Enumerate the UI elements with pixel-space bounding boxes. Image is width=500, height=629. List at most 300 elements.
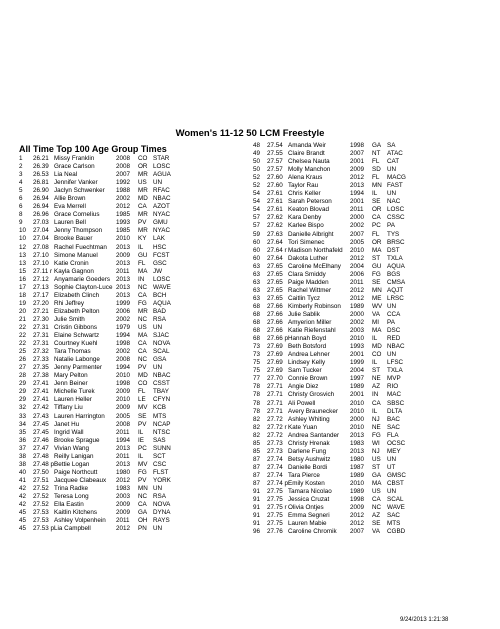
club-cell: RAYS xyxy=(153,517,170,525)
year-cell: 1999 xyxy=(116,299,131,307)
table-row xyxy=(253,480,413,488)
table-row xyxy=(19,187,179,195)
table-row xyxy=(253,166,413,174)
club-cell: BRSC xyxy=(387,238,405,246)
year-cell: 1994 xyxy=(116,332,131,340)
lsc-cell: NJ xyxy=(372,447,380,455)
rank-cell: 40 xyxy=(19,468,27,476)
name-cell: Teresa Long xyxy=(54,492,89,500)
time-cell: 27.60 xyxy=(267,174,283,182)
lsc-cell: US xyxy=(372,455,381,463)
lsc-cell: OR xyxy=(138,163,148,171)
rank-cell: 78 xyxy=(253,391,261,399)
club-cell: MVP xyxy=(387,375,401,383)
table-row xyxy=(253,520,413,528)
name-cell: Rachel Wittmer xyxy=(288,286,332,294)
rank-cell: 29 xyxy=(19,388,27,396)
table-row xyxy=(253,255,413,263)
table-row xyxy=(253,400,413,408)
rank-cell: 57 xyxy=(253,214,261,222)
club-cell: CMSA xyxy=(387,278,406,286)
club-cell: BCH xyxy=(153,291,167,299)
rank-cell: 49 xyxy=(253,150,261,158)
lsc-cell: FG xyxy=(372,431,381,439)
rank-cell: 91 xyxy=(253,488,261,496)
name-cell: Courtney Kuehl xyxy=(54,340,98,348)
table-row xyxy=(253,424,413,432)
year-cell: 1998 xyxy=(116,380,131,388)
rank-cell: 63 xyxy=(253,278,261,286)
name-cell: Jessica Cruzat xyxy=(288,496,330,504)
club-cell: CGBD xyxy=(387,528,406,536)
time-cell: 27.42 xyxy=(33,404,49,412)
year-cell: 1998 xyxy=(350,496,365,504)
year-cell: 1993 xyxy=(350,343,365,351)
name-cell: Sophie Clayton-Luce xyxy=(54,283,113,291)
rank-cell: 28 xyxy=(19,372,27,380)
table-row xyxy=(253,359,413,367)
name-cell: Lindsey Kelly xyxy=(288,359,326,367)
rank-cell: 73 xyxy=(253,351,261,359)
year-cell: 1989 xyxy=(350,471,365,479)
club-cell: UT xyxy=(387,463,396,471)
rank-cell: 13 xyxy=(19,259,27,267)
club-cell: SCAL xyxy=(387,496,404,504)
club-cell: GSA xyxy=(153,356,167,364)
time-cell: 27.65 xyxy=(267,278,283,286)
club-cell: JW xyxy=(153,267,163,275)
time-cell: 27.71 xyxy=(267,399,283,407)
year-cell: 1999 xyxy=(350,359,365,367)
club-cell: KCB xyxy=(153,404,166,412)
year-cell: 2000 xyxy=(350,214,365,222)
year-cell: 2010 xyxy=(116,235,131,243)
name-cell: Jacquee Clabeaux xyxy=(54,476,107,484)
rank-cell: 52 xyxy=(253,174,261,182)
time-cell: 27.60 xyxy=(267,182,283,190)
name-cell: Cristin Gibbons xyxy=(54,323,98,331)
club-cell: FLA xyxy=(387,431,399,439)
table-row xyxy=(19,404,179,412)
lsc-cell: PV xyxy=(138,219,147,227)
rank-cell: 78 xyxy=(253,383,261,391)
rank-cell: 82 xyxy=(253,431,261,439)
club-cell: LFSC xyxy=(387,359,404,367)
time-cell: 26.94 xyxy=(33,195,49,203)
year-cell: 1979 xyxy=(116,323,131,331)
lsc-cell: CO xyxy=(138,380,148,388)
year-cell: 2005 xyxy=(116,412,131,420)
lsc-cell: CA xyxy=(372,496,381,504)
year-cell: 2012 xyxy=(350,294,365,302)
table-row xyxy=(19,380,179,388)
name-cell: Ashley Volpenhein xyxy=(54,517,106,525)
year-cell: 2007 xyxy=(116,171,131,179)
year-cell: 1992 xyxy=(116,179,131,187)
year-cell: 2000 xyxy=(350,310,365,318)
year-cell: 2009 xyxy=(116,404,131,412)
time-cell: 27.54 xyxy=(267,142,283,149)
name-cell: Allie Brown xyxy=(54,195,86,203)
lsc-cell: OR xyxy=(372,206,382,214)
lsc-cell: IL xyxy=(372,190,378,198)
time-cell: 27.21 xyxy=(33,307,49,315)
table-row xyxy=(19,501,179,509)
club-cell: UN xyxy=(387,190,397,198)
name-cell: Elizabeth Pelton xyxy=(54,307,100,315)
table-row xyxy=(253,279,413,287)
rank-cell: 68 xyxy=(253,310,261,318)
table-row xyxy=(253,440,413,448)
year-cell: 2008 xyxy=(116,356,131,364)
table-row xyxy=(253,222,413,230)
year-cell: 2007 xyxy=(350,528,365,536)
lsc-cell: US xyxy=(372,488,381,496)
club-cell: SBSC xyxy=(387,399,405,407)
club-cell: PA xyxy=(387,319,395,327)
rank-cell: 22 xyxy=(19,340,27,348)
name-cell: Sam Tucker xyxy=(288,367,322,375)
rank-cell: 3 xyxy=(19,171,23,179)
name-cell: Lia Neal xyxy=(54,171,78,179)
rank-cell: 85 xyxy=(253,447,261,455)
year-cell: 2011 xyxy=(116,452,130,460)
club-cell: NOVA xyxy=(153,501,171,509)
time-cell: 27.41 xyxy=(33,380,49,388)
lsc-cell: AZ xyxy=(372,383,381,391)
rank-cell: 50 xyxy=(253,166,261,174)
club-cell: SAC xyxy=(387,512,400,520)
lsc-cell: FL xyxy=(372,174,380,182)
lsc-cell: IE xyxy=(138,436,144,444)
time-cell: 27.64 xyxy=(267,238,283,246)
club-cell: CFYN xyxy=(153,396,171,404)
year-cell: 2012 xyxy=(350,174,365,182)
lsc-cell: MA xyxy=(138,267,148,275)
name-cell: Tori Simenec xyxy=(288,238,325,246)
rank-cell: 87 xyxy=(253,479,261,487)
name-cell: Grace Cornelius xyxy=(54,211,100,219)
time-cell: 27.72 xyxy=(267,431,283,439)
rank-cell: 12 xyxy=(19,243,27,251)
club-cell: NYAC xyxy=(153,227,171,235)
club-cell: LAK xyxy=(153,235,165,243)
club-cell: TBAY xyxy=(153,388,169,396)
rank-cell: 60 xyxy=(253,238,261,246)
club-cell: OCSC xyxy=(387,439,406,447)
table-row xyxy=(19,396,179,404)
time-cell: 27.61 xyxy=(267,190,283,198)
rank-cell: 75 xyxy=(253,359,261,367)
name-cell: Caitlin Tycz xyxy=(288,294,321,302)
time-cell: 27.47 xyxy=(33,444,49,452)
year-cell: 1989 xyxy=(350,383,365,391)
year-cell: 2010 xyxy=(350,335,365,343)
time-cell: 27.62 xyxy=(267,222,283,230)
time-cell: 26.94 xyxy=(33,203,49,211)
table-row xyxy=(253,464,413,472)
lsc-cell: CA xyxy=(138,203,147,211)
rank-cell: 63 xyxy=(253,294,261,302)
time-cell: 27.66 xyxy=(267,327,283,335)
time-cell: 27.75 r xyxy=(267,504,287,512)
name-cell: Rachel Fuechtman xyxy=(54,243,107,251)
rank-cell: 87 xyxy=(253,463,261,471)
rank-cell: 59 xyxy=(253,230,261,238)
club-cell: UN xyxy=(387,302,397,310)
lsc-cell: IN xyxy=(372,391,379,399)
club-cell: YORK xyxy=(153,476,171,484)
time-cell: 27.75 xyxy=(267,488,283,496)
rank-cell: 1 xyxy=(19,155,23,162)
table-row xyxy=(19,211,179,219)
table-row xyxy=(253,247,413,255)
lsc-cell: PC xyxy=(372,222,381,230)
time-cell: 26.81 xyxy=(33,179,49,187)
club-cell: GMSC xyxy=(387,471,406,479)
year-cell: 1987 xyxy=(350,463,365,471)
name-cell: Julie Sablik xyxy=(288,310,320,318)
lsc-cell: CO xyxy=(372,351,382,359)
time-cell: 27.66 p xyxy=(267,335,289,343)
rank-cell: 41 xyxy=(19,476,27,484)
time-cell: 27.65 xyxy=(267,262,283,270)
table-row xyxy=(253,512,413,520)
lsc-cell: SE xyxy=(372,198,381,206)
list-title: All Time Top 100 Age Group Times xyxy=(19,144,167,154)
lsc-cell: FL xyxy=(138,259,146,267)
year-cell: 2002 xyxy=(116,348,131,356)
left-column-table xyxy=(19,155,179,533)
table-row xyxy=(253,190,413,198)
rank-cell: 37 xyxy=(19,444,27,452)
rank-cell: 68 xyxy=(253,327,261,335)
name-cell: Beth Botsford xyxy=(288,343,327,351)
name-cell: Julie Smith xyxy=(54,315,85,323)
club-cell: MTS xyxy=(387,520,401,528)
name-cell: Lauren Bell xyxy=(54,219,86,227)
name-cell: Andrea Lehner xyxy=(288,351,330,359)
club-cell: UN xyxy=(387,166,397,174)
rank-cell: 78 xyxy=(253,399,261,407)
year-cell: 2007 xyxy=(350,150,365,158)
lsc-cell: CO xyxy=(138,155,148,162)
name-cell: Jennifer Vanker xyxy=(54,179,98,187)
time-cell: 27.45 xyxy=(33,420,49,428)
year-cell: 2006 xyxy=(116,307,131,315)
year-cell: 1988 xyxy=(116,187,131,195)
club-cell: BAD xyxy=(153,307,166,315)
rank-cell: 10 xyxy=(19,235,27,243)
table-row xyxy=(253,504,413,512)
rank-cell: 32 xyxy=(19,404,27,412)
rank-cell: 45 xyxy=(19,517,27,525)
year-cell: 2013 xyxy=(350,182,365,190)
time-cell: 27.51 xyxy=(33,476,49,484)
year-cell: 2013 xyxy=(116,259,131,267)
time-cell: 27.73 xyxy=(267,439,283,447)
club-cell: UN xyxy=(153,179,163,187)
time-cell: 27.04 xyxy=(33,227,49,235)
time-cell: 27.20 xyxy=(33,299,49,307)
rank-cell: 9 xyxy=(19,219,23,227)
lsc-cell: US xyxy=(138,179,147,187)
name-cell: Keaton Blovad xyxy=(288,206,329,214)
rank-cell: 22 xyxy=(19,332,27,340)
rank-cell: 42 xyxy=(19,484,27,492)
rank-cell: 77 xyxy=(253,375,261,383)
rank-cell: 91 xyxy=(253,520,261,528)
time-cell: 26.96 xyxy=(33,211,49,219)
rank-cell: 25 xyxy=(19,348,27,356)
time-cell: 27.65 xyxy=(267,286,283,294)
table-row xyxy=(19,276,179,284)
year-cell: 2012 xyxy=(116,476,131,484)
club-cell: FCST xyxy=(153,251,170,259)
time-cell: 27.38 xyxy=(33,372,49,380)
name-cell: Ingrid Wall xyxy=(54,428,84,436)
name-cell: Grace Carlson xyxy=(54,163,95,171)
time-cell: 27.66 xyxy=(267,302,283,310)
name-cell: Ella Eastin xyxy=(54,501,84,509)
table-row xyxy=(19,268,179,276)
lsc-cell: WI xyxy=(372,439,380,447)
time-cell: 26.53 xyxy=(33,171,49,179)
rank-cell: 91 xyxy=(253,504,261,512)
name-cell: Christy Hrenak xyxy=(288,439,330,447)
lsc-cell: MA xyxy=(372,327,382,335)
table-row xyxy=(253,343,413,351)
time-cell: 27.31 xyxy=(33,340,49,348)
table-row xyxy=(253,214,413,222)
name-cell: Kayla Gagnon xyxy=(54,267,94,275)
time-cell: 27.55 xyxy=(267,150,283,158)
year-cell: 2010 xyxy=(350,479,365,487)
time-cell: 27.70 xyxy=(267,375,283,383)
lsc-cell: NC xyxy=(138,283,148,291)
name-cell: Molly Manchon xyxy=(288,166,331,174)
name-cell: Jenn Beiner xyxy=(54,380,88,388)
time-cell: 27.64 r xyxy=(267,246,287,254)
year-cell: 1994 xyxy=(116,364,131,372)
table-row xyxy=(19,195,179,203)
year-cell: 1998 xyxy=(116,340,131,348)
time-cell: 27.50 xyxy=(33,468,49,476)
club-cell: STAR xyxy=(153,155,170,162)
year-cell: 2013 xyxy=(116,460,131,468)
time-cell: 27.04 xyxy=(33,235,49,243)
lsc-cell: ST xyxy=(372,254,381,262)
name-cell: Amanda Weir xyxy=(288,142,327,149)
time-cell: 27.69 xyxy=(267,351,283,359)
time-cell: 27.31 xyxy=(33,332,49,340)
name-cell: Clara Smiddy xyxy=(288,270,326,278)
name-cell: Claire Brandt xyxy=(288,150,325,158)
lsc-cell: GU xyxy=(138,251,148,259)
year-cell: 2009 xyxy=(350,504,365,512)
table-row xyxy=(253,351,413,359)
rank-cell: 42 xyxy=(19,492,27,500)
rank-cell: 68 xyxy=(253,319,261,327)
year-cell: 2011 xyxy=(116,517,130,525)
lsc-cell: IL xyxy=(372,359,378,367)
lsc-cell: PV xyxy=(138,420,147,428)
time-cell: 27.45 xyxy=(33,428,49,436)
lsc-cell: IL xyxy=(372,335,378,343)
year-cell: 2010 xyxy=(116,372,131,380)
time-cell: 27.53 p xyxy=(33,525,55,533)
table-row xyxy=(253,488,413,496)
rank-cell: 26 xyxy=(19,356,27,364)
lsc-cell: GU xyxy=(372,262,382,270)
lsc-cell: MV xyxy=(138,404,148,412)
time-cell: 27.62 xyxy=(267,214,283,222)
time-cell: 27.63 xyxy=(267,230,283,238)
name-cell: Brooke Sprague xyxy=(54,436,100,444)
name-cell: Katie Riefenstahl xyxy=(288,327,336,335)
lsc-cell: MD xyxy=(138,372,148,380)
time-cell: 27.10 xyxy=(33,259,49,267)
club-cell: NOVA xyxy=(153,340,171,348)
rank-cell: 82 xyxy=(253,415,261,423)
time-cell: 27.41 xyxy=(33,396,49,404)
name-cell: Madison Northafeld xyxy=(288,246,343,254)
rank-cell: 6 xyxy=(19,195,23,203)
lsc-cell: CA xyxy=(138,340,147,348)
rank-cell: 17 xyxy=(19,283,27,291)
rank-cell: 60 xyxy=(253,254,261,262)
name-cell: Jaclyn Schwenker xyxy=(54,187,105,195)
rank-cell: 87 xyxy=(253,471,261,479)
year-cell: 2001 xyxy=(350,198,365,206)
club-cell: MTS xyxy=(153,412,167,420)
rank-cell: 57 xyxy=(253,222,261,230)
table-row xyxy=(253,142,413,150)
table-row xyxy=(253,383,413,391)
name-cell: Kate Yuan xyxy=(288,423,317,431)
lsc-cell: LE xyxy=(138,396,146,404)
time-cell: 27.03 xyxy=(33,219,49,227)
lsc-cell: NE xyxy=(372,375,381,383)
lsc-cell: US xyxy=(138,323,147,331)
club-cell: TYS xyxy=(387,230,400,238)
name-cell: Alena Kraus xyxy=(288,174,323,182)
table-row xyxy=(253,456,413,464)
club-cell: DLTA xyxy=(387,407,403,415)
name-cell: Darlene Fung xyxy=(288,447,327,455)
lsc-cell: ST xyxy=(372,463,381,471)
name-cell: Mary Pelton xyxy=(54,372,88,380)
table-row xyxy=(253,271,413,279)
time-cell: 27.71 xyxy=(267,407,283,415)
rank-cell: 82 xyxy=(253,423,261,431)
table-row xyxy=(19,171,179,179)
name-cell: Caroline Chromik xyxy=(288,528,337,536)
year-cell: 2001 xyxy=(350,351,365,359)
time-cell: 27.64 xyxy=(267,254,283,262)
year-cell: 2013 xyxy=(116,444,131,452)
year-cell: 2007 xyxy=(350,230,365,238)
lsc-cell: PV xyxy=(138,476,147,484)
club-cell: HSC xyxy=(153,243,167,251)
name-cell: Elizabeth Clinch xyxy=(54,291,100,299)
rank-cell: 68 xyxy=(253,335,261,343)
table-row xyxy=(19,324,179,332)
table-row xyxy=(253,303,413,311)
rank-cell: 29 xyxy=(19,396,27,404)
club-cell: UN xyxy=(153,364,163,372)
lsc-cell: FL xyxy=(372,158,380,166)
